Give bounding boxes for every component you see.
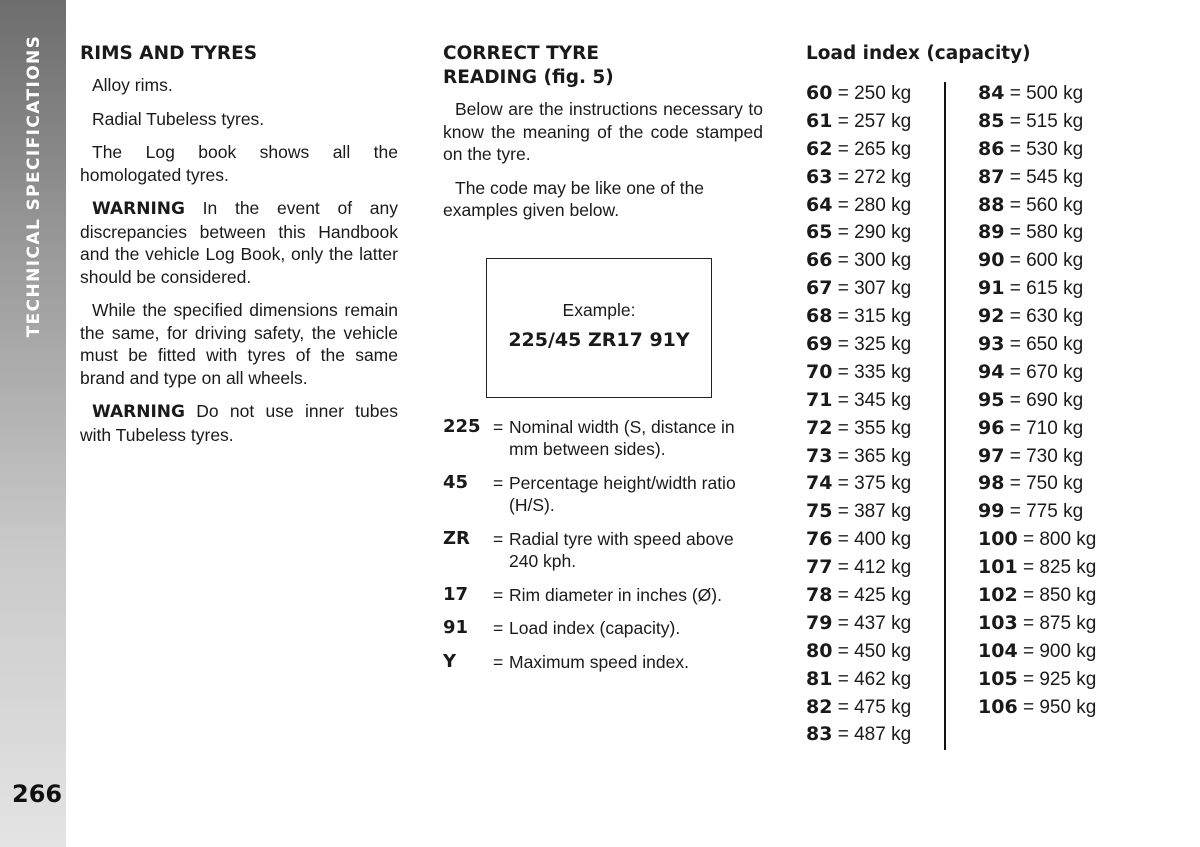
load-index-row (806, 528, 944, 556)
load-index-row (978, 584, 1116, 612)
load-index-number: 74 (806, 472, 833, 495)
code-key: ZR (443, 527, 470, 549)
warning-text: Do not use inner tubes with Tubeless tyres. (80, 401, 398, 445)
load-index-row (978, 472, 1116, 500)
load-capacity: 750 kg (1026, 473, 1084, 495)
equals-sign: = (493, 584, 504, 605)
equals-sign: = (493, 472, 504, 493)
load-capacity: 875 kg (1039, 612, 1097, 634)
load-capacity: 710 kg (1026, 417, 1084, 439)
equals-sign: = (1017, 529, 1040, 551)
load-capacity: 425 kg (854, 585, 912, 607)
load-index-number: 104 (978, 639, 1018, 662)
equals-sign: = (832, 473, 855, 495)
code-key: Y (443, 650, 457, 672)
equals-sign: = (832, 445, 855, 467)
load-capacity: 487 kg (854, 724, 912, 746)
load-index-number: 84 (978, 82, 1005, 104)
load-index-number: 86 (978, 137, 1005, 160)
load-index-row (806, 110, 944, 138)
heading-line-2: READING (fig. 5) (443, 67, 614, 88)
load-capacity: 530 kg (1026, 138, 1084, 160)
load-index-row (978, 110, 1116, 138)
load-index-number: 71 (806, 388, 833, 411)
tyre-reading-column (443, 42, 763, 684)
load-index-number: 64 (806, 193, 833, 216)
load-index-row (806, 612, 944, 640)
load-index-number: 92 (978, 305, 1005, 328)
load-index-column (806, 42, 1136, 751)
equals-sign: = (1004, 250, 1027, 272)
equals-sign: = (1017, 668, 1040, 690)
equals-sign: = (1004, 473, 1027, 495)
code-key: 225 (443, 415, 481, 437)
load-index-number: 106 (978, 695, 1018, 718)
load-index-table (806, 82, 1136, 751)
equals-sign: = (832, 110, 855, 132)
paragraph-radial-tubeless: Radial Tubeless tyres. (92, 108, 265, 129)
load-capacity: 850 kg (1039, 585, 1097, 607)
equals-sign: = (832, 138, 855, 160)
code-row (443, 617, 763, 640)
load-capacity: 515 kg (1026, 110, 1084, 132)
load-capacity: 290 kg (854, 222, 912, 244)
load-capacity: 280 kg (854, 194, 912, 216)
load-capacity: 265 kg (854, 138, 912, 160)
code-description: Percentage height/width ratio (H/S). (509, 472, 736, 515)
load-index-number: 76 (806, 528, 833, 551)
example-box (486, 258, 712, 398)
load-index-number: 75 (806, 500, 833, 523)
equals-sign: = (1004, 138, 1027, 160)
load-capacity: 475 kg (854, 696, 912, 718)
load-index-number: 105 (978, 667, 1018, 690)
load-index-number: 82 (806, 695, 833, 718)
equals-sign: = (1004, 361, 1027, 383)
warning-discrepancies (80, 197, 398, 288)
load-index-row (806, 417, 944, 445)
load-index-number: 79 (806, 611, 833, 634)
load-index-number: 100 (978, 528, 1018, 551)
equals-sign: = (1017, 612, 1040, 634)
load-index-row (978, 166, 1116, 194)
code-key: 17 (443, 583, 469, 605)
load-index-number: 99 (978, 500, 1005, 523)
load-index-number: 70 (806, 360, 833, 383)
load-index-row (978, 82, 1116, 110)
load-index-column-right (978, 82, 1116, 751)
equals-sign: = (1004, 389, 1027, 411)
code-description: Radial tyre with speed above 240 kph. (509, 528, 734, 571)
load-index-row (806, 305, 944, 333)
equals-sign: = (1017, 585, 1040, 607)
equals-sign: = (1017, 640, 1040, 662)
load-capacity: 412 kg (854, 557, 912, 579)
equals-sign: = (832, 696, 855, 718)
load-index-row (978, 668, 1116, 696)
load-index-row (806, 82, 944, 110)
load-capacity: 325 kg (854, 334, 912, 356)
load-capacity: 900 kg (1039, 640, 1097, 662)
load-index-row (806, 221, 944, 249)
load-index-number: 72 (806, 416, 833, 439)
load-capacity: 730 kg (1026, 445, 1084, 467)
equals-sign: = (832, 166, 855, 188)
load-index-number: 77 (806, 556, 833, 579)
equals-sign: = (832, 83, 855, 104)
paragraph-examples: The code may be like one of the examples given below. (443, 177, 705, 220)
load-index-number: 98 (978, 472, 1005, 495)
page-number: 266 (12, 780, 63, 808)
load-index-row (978, 556, 1116, 584)
equals-sign: = (493, 618, 504, 638)
load-capacity: 670 kg (1026, 361, 1084, 383)
equals-sign: = (832, 222, 855, 244)
load-index-number: 88 (978, 193, 1005, 216)
load-capacity: 600 kg (1026, 250, 1084, 272)
warning-text: In the event of any discrepancies between this Handbook and the vehicle Log Book, only the latter should be considered. (80, 198, 398, 287)
load-index-row (978, 500, 1116, 528)
equals-sign: = (1017, 696, 1040, 718)
load-index-row (978, 445, 1116, 473)
equals-sign: = (1004, 83, 1027, 104)
code-value (493, 651, 763, 674)
equals-sign: = (493, 528, 504, 549)
load-index-row (806, 361, 944, 389)
load-index-number: 67 (806, 277, 833, 300)
equals-sign: = (493, 651, 504, 672)
tyre-reading-heading (443, 42, 763, 90)
paragraph-instructions: Below are the instructions necessary to know the meaning of the code stamped on the tyre. (443, 99, 763, 164)
load-index-row (978, 277, 1116, 305)
paragraph-alloy-rims: Alloy rims. (92, 75, 173, 95)
code-row (443, 416, 763, 461)
load-index-number: 81 (806, 667, 833, 690)
load-index-row (806, 584, 944, 612)
equals-sign: = (832, 417, 855, 439)
equals-sign: = (493, 416, 504, 437)
load-index-number: 93 (978, 333, 1005, 356)
warning-inner-tubes (80, 400, 398, 446)
load-capacity: 630 kg (1026, 306, 1084, 328)
code-row (443, 472, 763, 517)
code-description: Rim diameter in inches (Ø). (509, 584, 722, 605)
load-index-number: 61 (806, 109, 833, 132)
load-index-number: 102 (978, 584, 1018, 607)
load-index-number: 66 (806, 249, 833, 272)
code-value (493, 472, 763, 517)
load-index-row (978, 696, 1116, 724)
load-index-row (806, 194, 944, 222)
load-index-number: 63 (806, 165, 833, 188)
load-capacity: 387 kg (854, 501, 912, 523)
code-key: 91 (443, 617, 469, 638)
equals-sign: = (1004, 110, 1027, 132)
equals-sign: = (1004, 445, 1027, 467)
load-index-row (806, 556, 944, 584)
code-description: Load index (capacity). (509, 618, 681, 638)
load-index-number: 101 (978, 556, 1018, 579)
load-index-column-left (806, 82, 944, 751)
code-value (493, 528, 763, 573)
load-index-row (806, 249, 944, 277)
heading-line-1: CORRECT TYRE (443, 43, 599, 64)
warning-label: WARNING (92, 199, 185, 219)
load-capacity: 500 kg (1026, 83, 1084, 104)
equals-sign: = (832, 640, 855, 662)
load-index-row (806, 723, 944, 751)
load-index-row (978, 417, 1116, 445)
load-index-row (806, 445, 944, 473)
load-index-row (978, 249, 1116, 277)
paragraph-same-brand: While the specified dimensions remain the same, for driving safety, the vehicle must be fitted with tyres of the same brand and type on all wheels. (80, 300, 398, 388)
load-index-number: 78 (806, 584, 833, 607)
equals-sign: = (832, 278, 855, 300)
load-index-number: 103 (978, 611, 1018, 634)
load-index-row (806, 166, 944, 194)
equals-sign: = (832, 668, 855, 690)
load-capacity: 450 kg (854, 640, 912, 662)
load-index-row (978, 361, 1116, 389)
load-index-number: 90 (978, 249, 1005, 272)
load-capacity: 257 kg (854, 110, 912, 132)
load-capacity: 580 kg (1026, 222, 1084, 244)
load-index-row (806, 696, 944, 724)
load-index-number: 80 (806, 639, 833, 662)
load-index-number: 97 (978, 444, 1005, 467)
equals-sign: = (832, 334, 855, 356)
load-index-row (806, 389, 944, 417)
equals-sign: = (832, 194, 855, 216)
load-capacity: 375 kg (854, 473, 912, 495)
load-capacity: 650 kg (1026, 334, 1084, 356)
equals-sign: = (1004, 278, 1027, 300)
load-index-number: 68 (806, 305, 833, 328)
load-index-row (978, 640, 1116, 668)
load-index-number: 85 (978, 109, 1005, 132)
load-capacity: 437 kg (854, 612, 912, 634)
rims-tyres-column (80, 42, 398, 457)
load-capacity: 315 kg (854, 306, 912, 328)
load-capacity: 615 kg (1026, 278, 1084, 300)
load-index-row (806, 472, 944, 500)
load-index-number: 69 (806, 333, 833, 356)
example-code: 225/45 ZR17 91Y (508, 329, 690, 351)
load-capacity: 462 kg (854, 668, 912, 690)
load-index-row (978, 221, 1116, 249)
code-value (493, 416, 763, 461)
load-index-row (978, 194, 1116, 222)
equals-sign: = (832, 389, 855, 411)
equals-sign: = (1004, 194, 1027, 216)
load-index-number: 89 (978, 221, 1005, 244)
load-index-row (806, 668, 944, 696)
equals-sign: = (832, 250, 855, 272)
code-row (443, 584, 763, 607)
code-description: Nominal width (S, distance in mm between sides). (509, 416, 735, 459)
load-capacity: 355 kg (854, 417, 912, 439)
code-explanation-list (443, 416, 763, 674)
section-title: TECHNICAL SPECIFICATIONS (24, 34, 44, 338)
equals-sign: = (1004, 417, 1027, 439)
equals-sign: = (832, 557, 855, 579)
load-capacity: 560 kg (1026, 194, 1084, 216)
load-capacity: 950 kg (1039, 696, 1097, 718)
equals-sign: = (1017, 557, 1040, 579)
load-index-number: 73 (806, 444, 833, 467)
load-index-number: 60 (806, 82, 833, 104)
load-index-row (806, 277, 944, 305)
code-description: Maximum speed index. (509, 651, 689, 672)
equals-sign: = (832, 501, 855, 523)
equals-sign: = (1004, 334, 1027, 356)
code-row (443, 651, 763, 674)
code-value (493, 617, 763, 640)
load-index-number: 91 (978, 277, 1005, 300)
load-capacity: 250 kg (854, 83, 912, 104)
load-capacity: 365 kg (854, 445, 912, 467)
equals-sign: = (1004, 501, 1027, 523)
equals-sign: = (832, 612, 855, 634)
equals-sign: = (832, 361, 855, 383)
load-index-number: 95 (978, 388, 1005, 411)
load-capacity: 345 kg (854, 389, 912, 411)
section-sidebar (0, 0, 66, 847)
load-capacity: 307 kg (854, 278, 912, 300)
load-index-number: 94 (978, 360, 1005, 383)
load-index-number: 96 (978, 416, 1005, 439)
load-capacity: 925 kg (1039, 668, 1097, 690)
load-index-row (978, 612, 1116, 640)
code-row (443, 528, 763, 573)
equals-sign: = (832, 585, 855, 607)
load-index-number: 83 (806, 723, 833, 746)
load-index-number: 62 (806, 137, 833, 160)
load-index-row (978, 528, 1116, 556)
column-divider (944, 82, 946, 750)
load-capacity: 300 kg (854, 250, 912, 272)
load-index-row (806, 640, 944, 668)
load-index-row (978, 333, 1116, 361)
load-index-row (978, 138, 1116, 166)
equals-sign: = (832, 306, 855, 328)
equals-sign: = (1004, 222, 1027, 244)
load-capacity: 272 kg (854, 166, 912, 188)
load-index-row (978, 389, 1116, 417)
load-index-row (806, 333, 944, 361)
equals-sign: = (1004, 166, 1027, 188)
code-key: 45 (443, 471, 469, 493)
warning-label: WARNING (92, 402, 185, 422)
load-capacity: 775 kg (1026, 501, 1084, 523)
paragraph-log-book: The Log book shows all the homologated tyres. (80, 142, 398, 185)
load-index-number: 65 (806, 221, 833, 244)
load-capacity: 400 kg (854, 529, 912, 551)
rims-tyres-heading: RIMS AND TYRES (80, 43, 258, 64)
equals-sign: = (832, 724, 855, 746)
load-index-row (978, 305, 1116, 333)
load-index-heading: Load index (capacity) (806, 43, 1031, 64)
load-capacity: 825 kg (1039, 557, 1097, 579)
load-capacity: 690 kg (1026, 389, 1084, 411)
example-label: Example: (562, 299, 636, 320)
load-capacity: 335 kg (854, 361, 912, 383)
load-capacity: 545 kg (1026, 166, 1084, 188)
load-index-row (806, 500, 944, 528)
equals-sign: = (1004, 306, 1027, 328)
equals-sign: = (832, 529, 855, 551)
load-capacity: 800 kg (1039, 529, 1097, 551)
code-value (493, 584, 763, 607)
load-index-number: 87 (978, 165, 1005, 188)
load-index-row (806, 138, 944, 166)
